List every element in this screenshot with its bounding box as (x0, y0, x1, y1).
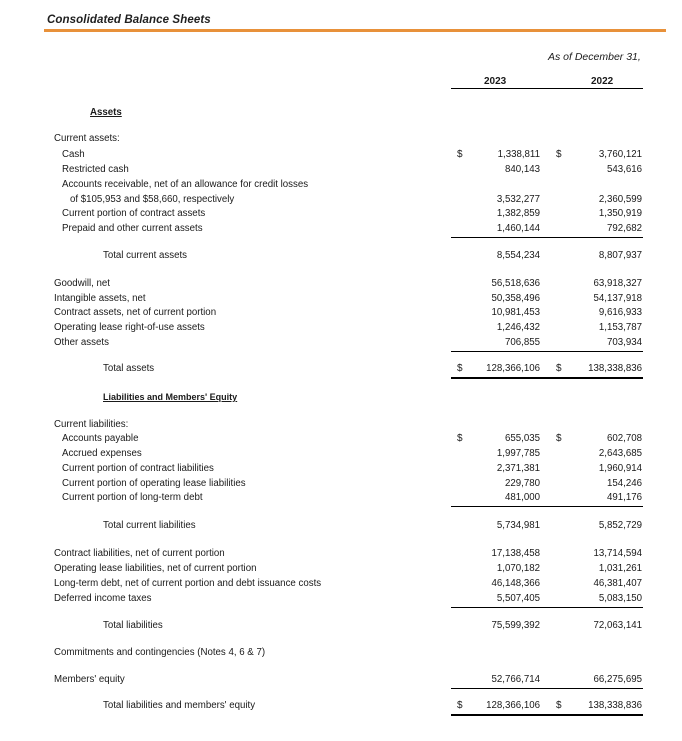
value-2023: 5,734,981 (496, 520, 540, 531)
table-row-prepaid (0, 222, 682, 236)
table-row-restricted-cash (0, 163, 682, 177)
subtotal-rule (451, 237, 643, 238)
value-2023: 840,143 (504, 164, 540, 175)
row-label: Other assets (54, 337, 109, 348)
value-2022: 491,176 (606, 492, 642, 503)
value-2023: 229,780 (504, 478, 540, 489)
table-row-accounts-receivable (0, 193, 682, 207)
value-2023: 706,855 (504, 337, 540, 348)
table-row-contract-assets-noncurrent (0, 306, 682, 320)
row-label: Total liabilities and members' equity (103, 700, 256, 711)
row-label: Current portion of long-term debt (62, 492, 203, 503)
assets-heading: Assets (90, 107, 122, 118)
value-2023: 1,338,811 (497, 149, 540, 160)
table-row-intangible-assets (0, 292, 682, 306)
as-of-label: As of December 31, (548, 51, 641, 63)
table-row-accounts-receivable-line1 (0, 178, 682, 192)
value-2023: 1,997,785 (496, 448, 540, 459)
row-label: Current liabilities: (54, 419, 129, 430)
subtotal-rule (451, 607, 643, 608)
column-header-2023: 2023 (484, 76, 507, 87)
row-label: Current portion of contract liabilities (62, 463, 214, 474)
value-2023: 46,148,366 (491, 578, 540, 589)
section-heading-assets (0, 106, 682, 120)
section-heading-liabilities (0, 390, 682, 404)
dollar-sign: $ (556, 363, 562, 374)
page-title: Consolidated Balance Sheets (47, 14, 211, 26)
value-2023: 17,138,458 (491, 548, 540, 559)
value-2022: 13,714,594 (593, 548, 642, 559)
table-row-operating-lease-rou (0, 321, 682, 335)
table-row-accounts-payable (0, 432, 682, 446)
value-2023: 3,532,277 (496, 194, 540, 205)
dollar-sign: $ (457, 149, 463, 160)
row-label: Deferred income taxes (54, 593, 152, 604)
value-2022: 1,960,914 (598, 463, 642, 474)
table-row-contract-liabilities-current (0, 462, 682, 476)
table-row-contract-assets-current (0, 207, 682, 221)
row-label: Total current assets (103, 250, 187, 261)
value-2022: 1,031,261 (598, 563, 642, 574)
subheading-current-liabilities (0, 418, 682, 432)
value-2023: 128,366,106 (486, 363, 540, 374)
value-2023: 1,070,182 (496, 563, 540, 574)
table-row-goodwill (0, 277, 682, 291)
value-2022: 63,918,327 (593, 278, 642, 289)
value-2022: 138,338,836 (588, 363, 642, 374)
row-label: Accounts payable (62, 433, 139, 444)
row-label: Prepaid and other current assets (62, 223, 203, 234)
value-2023: 56,518,636 (491, 278, 540, 289)
row-label: Total liabilities (103, 620, 163, 631)
row-label: Restricted cash (62, 164, 129, 175)
value-2022: 3,760,121 (598, 149, 642, 160)
table-row-total-current-assets (0, 249, 682, 263)
row-label: Goodwill, net (54, 278, 111, 289)
value-2022: 9,616,933 (598, 307, 642, 318)
table-row-other-assets (0, 336, 682, 350)
value-2023: 1,460,144 (496, 223, 540, 234)
row-label: Commitments and contingencies (Notes 4, 6 & 7) (54, 647, 266, 658)
value-2022: 5,083,150 (598, 593, 642, 604)
table-row-cash (0, 148, 682, 162)
dollar-sign: $ (556, 433, 562, 444)
dollar-sign: $ (457, 700, 463, 711)
row-label: of $105,953 and $58,660, respectively (70, 194, 235, 205)
value-2023: 52,766,714 (491, 674, 540, 685)
value-2022: 1,153,787 (598, 322, 642, 333)
value-2023: 655,035 (504, 433, 540, 444)
value-2022: 72,063,141 (593, 620, 642, 631)
row-label: Contract assets, net of current portion (54, 307, 217, 318)
header-rule (451, 88, 643, 89)
value-2022: 543,616 (606, 164, 642, 175)
row-label: Cash (62, 149, 85, 160)
dollar-sign: $ (556, 700, 562, 711)
row-label: Current assets: (54, 133, 120, 144)
row-label: Long-term debt, net of current portion and debt issuance costs (54, 578, 322, 589)
dollar-sign: $ (457, 433, 463, 444)
value-2022: 792,682 (606, 223, 642, 234)
value-2022: 703,934 (606, 337, 642, 348)
column-header-2022: 2022 (591, 76, 614, 87)
table-row-members-equity (0, 673, 682, 687)
value-2022: 2,643,685 (598, 448, 642, 459)
value-2022: 2,360,599 (598, 194, 642, 205)
value-2023: 1,382,859 (496, 208, 540, 219)
total-rule (451, 377, 643, 379)
row-label: Current portion of operating lease liabilities (62, 478, 246, 489)
row-label: Current portion of contract assets (62, 208, 206, 219)
value-2023: 10,981,453 (491, 307, 540, 318)
value-2022: 138,338,836 (588, 700, 642, 711)
title-accent-rule (44, 29, 666, 32)
total-rule (451, 714, 643, 716)
liabilities-heading: Liabilities and Members' Equity (103, 392, 238, 402)
value-2023: 1,246,432 (496, 322, 540, 333)
value-2022: 5,852,729 (598, 520, 642, 531)
row-label: Accrued expenses (62, 448, 142, 459)
value-2022: 54,137,918 (593, 293, 642, 304)
row-label: Operating lease right-of-use assets (54, 322, 205, 333)
value-2023: 8,554,234 (496, 250, 540, 261)
table-row-operating-lease-current (0, 477, 682, 491)
value-2022: 46,381,407 (593, 578, 642, 589)
value-2022: 154,246 (606, 478, 642, 489)
table-row-contract-liabilities-noncurrent (0, 547, 682, 561)
value-2023: 50,358,496 (491, 293, 540, 304)
value-2023: 75,599,392 (491, 620, 540, 631)
value-2023: 2,371,381 (496, 463, 540, 474)
value-2023: 128,366,106 (486, 700, 540, 711)
table-row-accrued-expenses (0, 447, 682, 461)
row-label: Accounts receivable, net of an allowance for credit losses (62, 179, 309, 190)
subtotal-rule (451, 688, 643, 689)
subheading-current-assets (0, 132, 682, 146)
table-row-long-term-debt-current (0, 491, 682, 505)
value-2022: 66,275,695 (593, 674, 642, 685)
table-row-deferred-income-taxes (0, 592, 682, 606)
subtotal-rule (451, 506, 643, 507)
table-row-total-assets (0, 362, 682, 376)
row-label: Operating lease liabilities, net of current portion (54, 563, 257, 574)
table-row-commitments (0, 646, 682, 660)
row-label: Members' equity (54, 674, 125, 685)
row-label: Contract liabilities, net of current portion (54, 548, 225, 559)
table-row-total-liabilities-and-equity (0, 699, 682, 713)
value-2022: 8,807,937 (598, 250, 642, 261)
value-2022: 602,708 (606, 433, 642, 444)
table-row-total-current-liabilities (0, 519, 682, 533)
table-row-operating-lease-noncurrent (0, 562, 682, 576)
table-row-long-term-debt-noncurrent (0, 577, 682, 591)
dollar-sign: $ (556, 149, 562, 160)
subtotal-rule (451, 351, 643, 352)
dollar-sign: $ (457, 363, 463, 374)
row-label: Total assets (103, 363, 155, 374)
value-2023: 481,000 (504, 492, 540, 503)
value-2022: 1,350,919 (598, 208, 642, 219)
row-label: Intangible assets, net (54, 293, 146, 304)
row-label: Total current liabilities (103, 520, 196, 531)
table-row-total-liabilities (0, 619, 682, 633)
value-2023: 5,507,405 (496, 593, 540, 604)
